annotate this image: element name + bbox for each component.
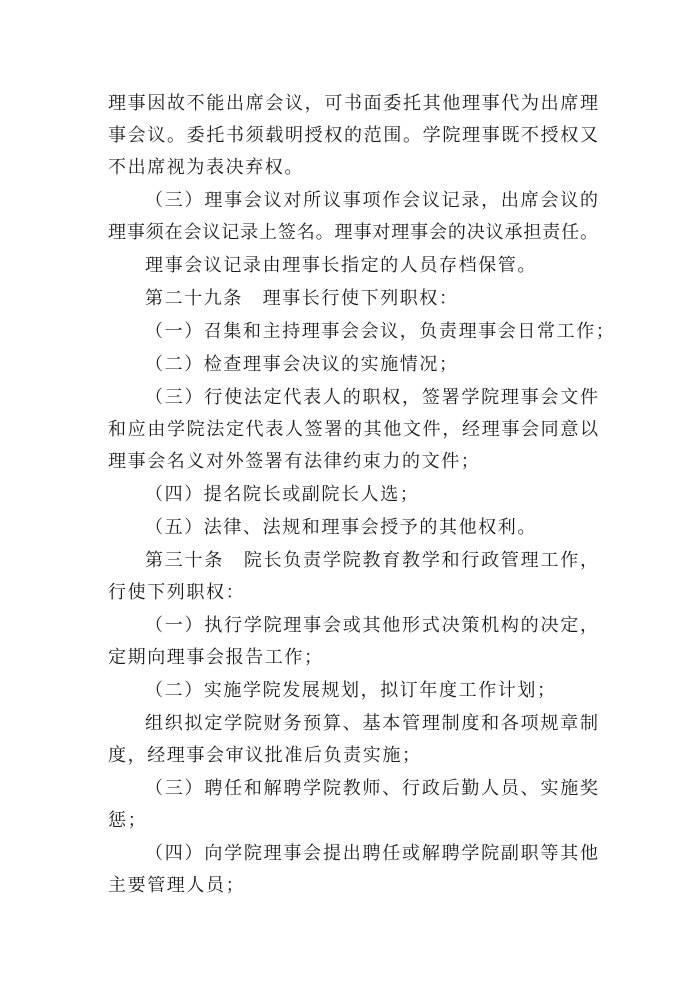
text-line: （四）提名院长或副院长人选； — [145, 484, 420, 505]
text-line: （三）行使法定代表人的职权，签署学院理事会文件 — [145, 387, 598, 408]
text-line: 理事须在会议记录上签名。理事对理事会的决议承担责任。 — [108, 222, 598, 243]
article-heading: 第二十九条 理事长行使下列职权： — [145, 288, 459, 309]
text-line: 行使下列职权： — [108, 582, 246, 603]
text-line: 理事会名义对外签署有法律约束力的文件； — [108, 451, 481, 472]
text-line: （四）向学院理事会提出聘任或解聘学院副职等其他 — [145, 843, 598, 864]
text-line: 度，经理事会审议批准后负责实施； — [108, 745, 422, 766]
text-line: （五）法律、法规和理事会授予的其他权利。 — [145, 517, 537, 538]
text-line: 不出席视为表决弃权。 — [108, 157, 304, 178]
text-line: （二）检查理事会决议的实施情况； — [145, 354, 459, 375]
text-line: 定期向理事会报告工作； — [108, 647, 324, 668]
text-line: 和应由学院法定代表人签署的其他文件，经理事会同意以 — [108, 419, 598, 440]
text-line: 惩； — [108, 810, 148, 831]
text-line: 事会议。委托书须载明授权的范围。学院理事既不授权又 — [108, 125, 598, 146]
text-line: （一）召集和主持理事会会议，负责理事会日常工作； — [145, 321, 616, 342]
text-line: 组织拟定学院财务预算、基本管理制度和各项规章制 — [145, 713, 598, 734]
text-line: （二）实施学院发展规划，拟订年度工作计划； — [145, 680, 557, 701]
article-heading: 第三十条 院长负责学院教育教学和行政管理工作， — [145, 550, 598, 571]
text-line: 主要管理人员； — [108, 875, 246, 896]
text-line: （三）聘任和解聘学院教师、行政后勤人员、实施奖 — [145, 778, 598, 799]
text-line: （三）理事会议对所议事项作会议记录，出席会议的 — [145, 190, 598, 211]
text-line: 理事因故不能出席会议，可书面委托其他理事代为出席理 — [108, 93, 598, 114]
text-line: 理事会议记录由理事长指定的人员存档保管。 — [145, 255, 537, 276]
text-line: （一）执行学院理事会或其他形式决策机构的决定， — [145, 615, 598, 636]
